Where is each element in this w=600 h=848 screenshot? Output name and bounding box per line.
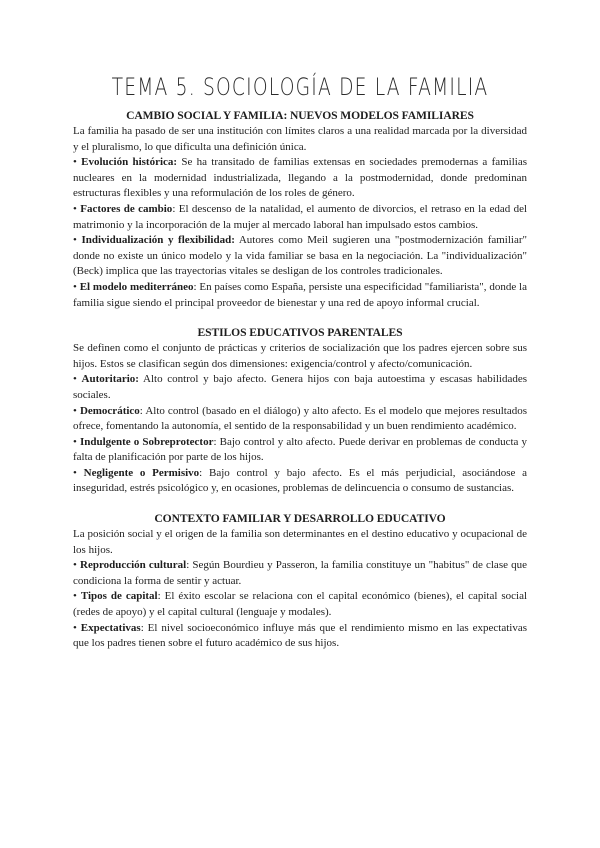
item-text: : Según Bourdieu y Passeron, la familia constituye un "habitus" de clase que condiciona la forma de sentir y actuar. xyxy=(73,559,527,587)
item-text: Alto control y bajo afecto. Genera hijos con baja autoestima y escasas habilidades sociales. xyxy=(73,373,527,401)
bullet: • xyxy=(73,202,77,215)
bullet: • xyxy=(73,466,77,479)
list-item xyxy=(73,280,527,311)
bullet: • xyxy=(73,621,77,634)
item-term: Factores de cambio xyxy=(80,202,173,215)
section-estilos-educativos xyxy=(73,325,527,497)
item-term: Autoritario: xyxy=(81,373,139,386)
section-heading: CONTEXTO FAMILIAR Y DESARROLLO EDUCATIVO xyxy=(154,512,446,526)
item-term: Tipos de capital xyxy=(80,590,158,603)
section-heading: CAMBIO SOCIAL Y FAMILIA: NUEVOS MODELOS FAMILIARES xyxy=(126,109,474,122)
item-text: : Bajo control y bajo afecto. Es el más perjudicial, asociándose a inseguridad, estrés psicológico y, en ocasiones, problemas de delincuencia o consumo de sustancias. xyxy=(73,466,528,495)
list-item xyxy=(73,155,527,202)
list-item xyxy=(73,466,527,497)
list-item xyxy=(73,558,527,589)
item-term: Individualización y flexibilidad: xyxy=(81,234,235,247)
item-term: Reproducción cultural xyxy=(80,559,187,572)
list-item xyxy=(73,372,527,403)
document-body xyxy=(73,108,527,652)
list-item xyxy=(73,621,527,652)
item-text: : El éxito escolar se relaciona con el capital económico (bienes), el capital social (redes de apoyo) y el capital cultural (lenguaje y modales). xyxy=(73,590,528,619)
item-term: Negligente o Permisivo xyxy=(83,466,200,479)
bullet: • xyxy=(73,590,77,603)
bullet: • xyxy=(73,156,77,169)
section-heading: ESTILOS EDUCATIVOS PARENTALES xyxy=(197,326,403,340)
list-item xyxy=(73,589,527,620)
item-term: Evolución histórica: xyxy=(81,156,178,169)
item-text: : Bajo control y alto afecto. Puede derivar en problemas de conducta y falta de planificación por parte de los hijos. xyxy=(73,435,527,464)
section-intro: La posición social y el origen de la familia son determinantes en el destino educativo y ocupacional de los hijos. xyxy=(73,528,527,556)
document-title: TEMA 5. SOCIOLOGÍA DE LA FAMILIA xyxy=(111,73,489,101)
section-contexto-familiar xyxy=(73,511,527,652)
list-item xyxy=(73,202,527,233)
bullet: • xyxy=(73,435,77,448)
bullet: • xyxy=(73,373,77,386)
item-text: : El nivel socioeconómico influye más que el rendimiento mismo en las expectativas que los padres tienen sobre el futuro académico de sus hijos. xyxy=(73,621,527,650)
item-text: Se ha transitado de familias extensas en sociedades premodernas a familias nucleares en la modernidad industrializada, llegando a la postmodernidad, donde predominan estructuras flexibles y una reformulación de los roles de género. xyxy=(73,156,528,200)
item-term: Democrático xyxy=(79,404,140,417)
item-text: : Alto control (basado en el diálogo) y alto afecto. Es el modelo que mejores resultados ofrece, fomentando la autonomía, el sentido de la responsabilidad y un buen rendimiento académico. xyxy=(73,404,528,433)
list-item xyxy=(73,435,527,466)
bullet: • xyxy=(73,559,77,572)
item-term: El modelo mediterráneo xyxy=(79,280,194,293)
item-text: Autores como Meil sugieren una "postmodernización familiar" donde no existe un único modelo y la vida familiar se basa en la negociación. La "individualización" (Beck) implica que las trayectorias vitales se desligan de los controles tradicionales. xyxy=(73,234,528,278)
list-item xyxy=(73,404,527,435)
list-item xyxy=(73,233,527,280)
bullet: • xyxy=(73,404,77,417)
section-intro: La familia ha pasado de ser una institución con límites claros a una realidad marcada por la diversidad y el pluralismo, lo que dificulta una definición única. xyxy=(73,125,527,153)
section-cambio-social xyxy=(73,108,527,311)
bullet: • xyxy=(73,234,77,247)
item-text: : En países como España, persiste una especificidad "familiarista", donde la familia sigue siendo el principal proveedor de bienestar y una red de apoyo informal crucial. xyxy=(73,280,527,309)
item-term: Indulgente o Sobreprotector xyxy=(79,435,214,448)
bullet: • xyxy=(73,280,77,293)
item-text: : El descenso de la natalidad, el aumento de divorcios, el retraso en la edad del matrimonio y la incorporación de la mujer al mercado laboral han impulsado estos cambios. xyxy=(73,202,528,231)
section-intro: Se definen como el conjunto de prácticas y criterios de socialización que los padres ejercen sobre sus hijos. Estos se clasifican según dos dimensiones: exigencia/control y afecto/comunicación. xyxy=(73,342,527,370)
item-term: Expectativas xyxy=(80,621,141,634)
